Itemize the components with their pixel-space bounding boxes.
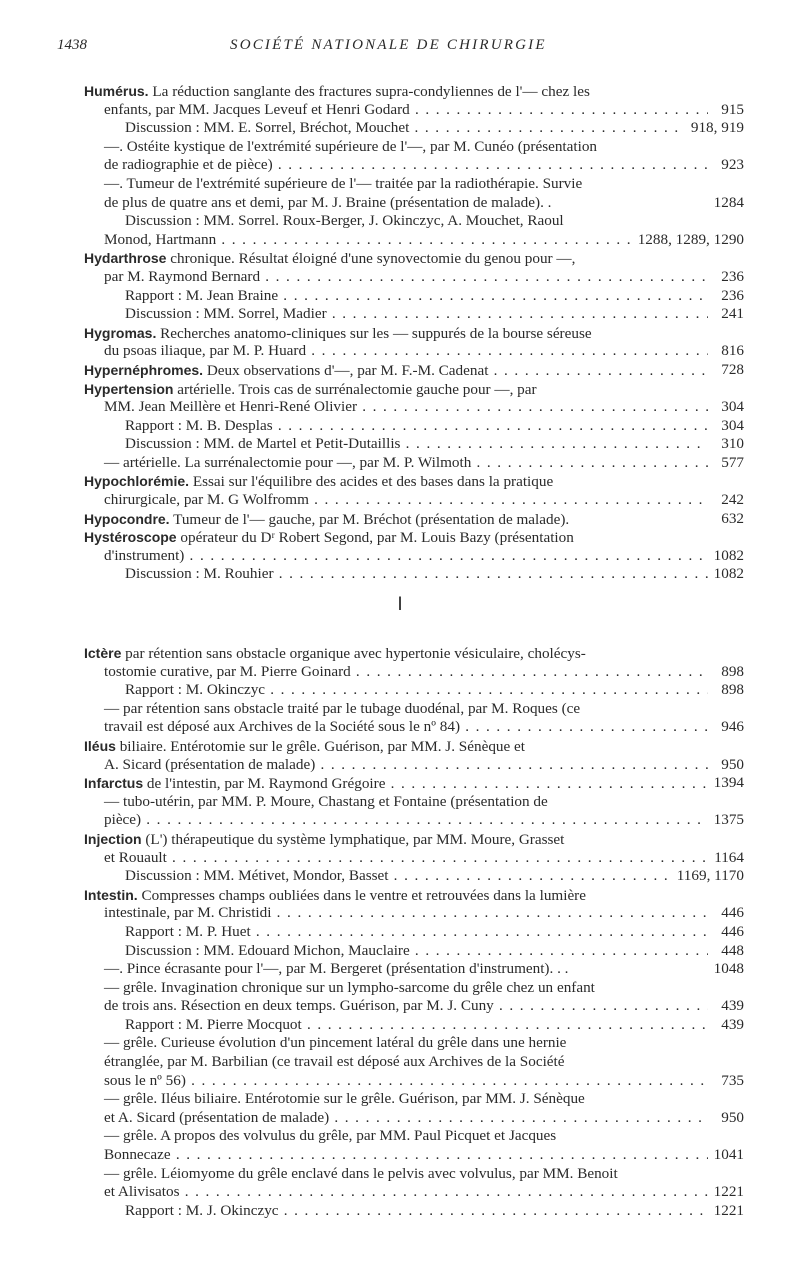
index-entry-line	[84, 756, 744, 775]
page-reference: 1169, 1170	[671, 867, 744, 886]
entry-keyword: Hypernéphromes.	[84, 361, 204, 378]
entry-text	[84, 362, 744, 379]
page-reference: 1284	[708, 194, 744, 213]
entry-text	[104, 547, 744, 564]
page-number: 1438	[57, 37, 87, 53]
index-entry-line	[84, 454, 744, 473]
entry-keyword: Hygromas.	[84, 324, 157, 341]
entry-text	[125, 1016, 744, 1033]
page-reference: 728	[708, 361, 744, 380]
index-entry-line	[84, 342, 744, 361]
entry-text	[104, 1146, 744, 1163]
entry-text	[125, 417, 744, 434]
entry-text	[104, 268, 744, 285]
entry-body: (L') thérapeutique du système lymphatique, par MM. Moure, Grasset	[141, 830, 565, 848]
entry-body: Rapport : M. P. Huet	[125, 922, 251, 940]
entry-keyword: Hystéroscope	[84, 529, 177, 546]
entry-text	[104, 156, 744, 173]
index-entry-line	[84, 380, 744, 399]
entry-body: chronique. Résultat éloigné d'une synovectomie du genou pour —,	[166, 250, 576, 268]
entry-body: Rapport : M. Pierre Mocquot	[125, 1015, 302, 1033]
entry-text	[104, 979, 595, 996]
index-entry-line	[84, 830, 744, 849]
entry-text	[84, 645, 586, 662]
entry-text	[104, 194, 551, 211]
index-entry-line	[84, 138, 744, 157]
entry-text	[104, 398, 744, 415]
entry-text	[125, 212, 564, 229]
index-entry-line	[84, 565, 744, 584]
entry-body: Rapport : M. B. Desplas	[125, 416, 273, 434]
entry-body: Monod, Hartmann	[104, 230, 217, 248]
entry-body: —. Pince écrasante pour l'—, par M. Bergeret (présentation d'instrument). . .	[104, 960, 569, 978]
page-reference: 242	[708, 491, 744, 510]
entry-body: et A. Sicard (présentation de malade)	[104, 1108, 330, 1126]
index-entry-line	[84, 324, 744, 343]
page-reference: 304	[708, 398, 744, 417]
entry-text	[125, 942, 744, 959]
index-entry-line	[84, 231, 744, 250]
index-entry-line	[84, 101, 744, 120]
index-entry-line	[84, 1072, 744, 1091]
entry-body: et Alivisatos	[104, 1183, 180, 1201]
index-entry-line	[84, 1202, 744, 1221]
entry-text	[84, 775, 744, 792]
page-reference: 1082	[708, 547, 744, 566]
page-reference: 241	[708, 305, 744, 324]
index-entry-line	[84, 793, 744, 812]
entry-text	[104, 849, 744, 866]
entry-body: Discussion : MM. Sorrel. Roux-Berger, J. Okinczyc, A. Mouchet, Raoul	[125, 212, 564, 230]
entry-text	[125, 867, 744, 884]
page-reference: 632	[708, 510, 744, 529]
entry-text	[104, 1183, 744, 1200]
index-entry-line	[84, 942, 744, 961]
entry-text	[104, 454, 744, 471]
entry-body: et Rouault	[104, 848, 167, 866]
entry-body: — grêle. Iléus biliaire. Entérotomie sur le grêle. Guérison, par MM. J. Sénèque	[104, 1090, 585, 1108]
index-entry-line	[84, 1034, 744, 1053]
entry-text	[84, 831, 564, 848]
index-entry-line	[84, 700, 744, 719]
entry-body: A. Sicard (présentation de malade)	[104, 755, 316, 773]
index-entry-line	[84, 849, 744, 868]
entry-body: — artérielle. La surrénalectomie pour —, par M. P. Wilmoth	[104, 453, 472, 471]
page-header	[0, 36, 800, 58]
entry-body: sous le nº 56)	[104, 1071, 186, 1089]
index-entry-line	[84, 663, 744, 682]
index-entry-line	[84, 1053, 744, 1072]
index-entry-line	[84, 886, 744, 905]
entry-body: Discussion : MM. de Martel et Petit-Dutaillis	[125, 435, 401, 453]
index-entry-line	[84, 1109, 744, 1128]
entry-text	[84, 473, 553, 490]
entry-body: travail est déposé aux Archives de la Société sous le nº 84)	[104, 718, 461, 736]
entry-text	[104, 1127, 556, 1144]
entry-body: biliaire. Entérotomie sur le grêle. Guérison, par MM. J. Sénèque et	[115, 737, 526, 755]
entry-text	[104, 1090, 585, 1107]
entry-body: —. Ostéite kystique de l'extrémité supérieure de l'—, par M. Cunéo (présentation	[104, 137, 598, 155]
page-reference: 915	[708, 101, 744, 120]
entry-keyword: Injection	[84, 830, 142, 847]
entry-text	[125, 119, 744, 136]
entry-body: — par rétention sans obstacle traité par le tubage duodénal, par M. Roques (ce	[104, 699, 581, 717]
index-entry-line	[84, 1090, 744, 1109]
section-letter: I	[397, 594, 403, 615]
page-reference: 439	[708, 1016, 744, 1035]
index-entry-line	[84, 718, 744, 737]
entry-text	[84, 511, 569, 528]
entry-body: intestinale, par M. Christidi	[104, 904, 272, 922]
entry-body: Rapport : M. J. Okinczyc	[125, 1201, 279, 1219]
page-reference: 236	[708, 268, 744, 287]
entry-body: de radiographie et de pièce)	[104, 156, 273, 174]
entry-keyword: Ictère	[84, 645, 122, 661]
entry-body: étranglée, par M. Barbilian (ce travail est déposé aux Archives de la Société	[104, 1053, 565, 1071]
entry-body: par M. Raymond Bernard	[104, 267, 261, 285]
page-reference: 816	[708, 342, 744, 361]
index-entry-line	[84, 175, 744, 194]
index-entry-line	[84, 417, 744, 436]
entry-keyword: Hypertension	[84, 380, 174, 397]
index-entry-line	[84, 867, 744, 886]
entry-text	[104, 663, 744, 680]
entry-text	[104, 960, 568, 977]
running-title: SOCIÉTÉ NATIONALE DE CHIRURGIE	[230, 37, 547, 53]
page-reference: 898	[708, 681, 744, 700]
index-entry-line	[84, 268, 744, 287]
entry-body: — grêle. A propos des volvulus du grêle, par MM. Paul Picquet et Jacques	[104, 1127, 557, 1145]
entry-body: de plus de quatre ans et demi, par M. J. Braine (présentation de malade). .	[104, 193, 552, 211]
index-entry-line	[84, 1165, 744, 1184]
entry-body: — grêle. Léiomyome du grêle enclavé dans le pelvis avec volvulus, par MM. Benoit	[104, 1164, 618, 1182]
index-entry-line	[84, 1146, 744, 1165]
index-section-h	[84, 82, 744, 584]
entry-body: par rétention sans obstacle organique avec hypertonie vésiculaire, cholécys-	[121, 645, 586, 662]
index-entry-line	[84, 305, 744, 324]
index-section-i	[84, 644, 744, 1220]
entry-body: Deux observations d'—, par M. F.-M. Cadenat	[203, 361, 489, 379]
entry-body: MM. Jean Meillère et Henri-René Olivier	[104, 398, 358, 416]
entry-body: — tubo-utérin, par MM. P. Moure, Chastang et Fontaine (présentation de	[104, 792, 548, 810]
index-entry-line	[84, 904, 744, 923]
entry-body: Discussion : MM. Edouard Michon, Mauclaire	[125, 941, 410, 959]
entry-text	[104, 811, 744, 828]
index-entry-line	[84, 960, 744, 979]
entry-text	[84, 381, 537, 398]
index-entry-line	[84, 156, 744, 175]
entry-body: de l'intestin, par M. Raymond Grégoire	[143, 775, 386, 793]
entry-text	[84, 887, 586, 904]
entry-keyword: Iléus	[84, 737, 116, 754]
index-entry-line	[84, 119, 744, 138]
page-reference: 304	[708, 417, 744, 436]
entry-body: d'instrument)	[104, 546, 185, 564]
entry-text	[84, 325, 592, 342]
index-entry-line	[84, 472, 744, 491]
page-reference: 577	[708, 454, 744, 473]
page-reference: 1041	[708, 1146, 744, 1165]
index-entry-line	[84, 681, 744, 700]
entry-text	[104, 718, 744, 735]
entry-text	[104, 175, 582, 192]
entry-text	[84, 738, 525, 755]
entry-body: tostomie curative, par M. Pierre Goinard	[104, 662, 351, 680]
entry-text	[104, 904, 744, 921]
page-reference: 310	[708, 435, 744, 454]
entry-body: Discussion : M. Rouhier	[125, 565, 274, 583]
index-entry-line	[84, 287, 744, 306]
entry-text	[104, 1034, 566, 1051]
entry-text	[104, 138, 597, 155]
entry-text	[104, 997, 744, 1014]
page-reference: 446	[708, 923, 744, 942]
entry-keyword: Hydarthrose	[84, 250, 167, 267]
entry-body: Recherches anatomo-cliniques sur les — suppurés de la bourse séreuse	[156, 324, 592, 342]
entry-keyword: Humérus.	[84, 83, 149, 99]
page-reference: 1375	[708, 811, 744, 830]
index-entry-line	[84, 547, 744, 566]
entry-text	[125, 287, 744, 304]
page-reference: 735	[708, 1072, 744, 1091]
entry-body: chirurgicale, par M. G Wolfromm	[104, 491, 309, 509]
index-entry-line	[84, 82, 744, 101]
page-reference: 236	[708, 287, 744, 306]
entry-body: Tumeur de l'— gauche, par M. Bréchot (présentation de malade).	[169, 510, 570, 528]
page-reference: 1221	[708, 1183, 744, 1202]
index-entry-line	[84, 979, 744, 998]
entry-body: pièce)	[104, 811, 142, 829]
entry-keyword: Infarctus	[84, 775, 144, 792]
index-entry-line	[84, 811, 744, 830]
entry-body: Essai sur l'équilibre des acides et des bases dans la pratique	[189, 473, 554, 491]
index-entry-line	[84, 361, 744, 380]
index-entry-line	[84, 923, 744, 942]
entry-body: Discussion : MM. Sorrel, Madier	[125, 305, 327, 323]
entry-text	[125, 305, 744, 322]
entry-body: enfants, par MM. Jacques Leveuf et Henri Godard	[104, 100, 410, 118]
index-entry-line	[84, 644, 744, 663]
entry-body: Discussion : MM. E. Sorrel, Bréchot, Mouchet	[125, 119, 410, 137]
entry-text	[104, 1053, 565, 1070]
page-reference: 446	[708, 904, 744, 923]
entry-body: La réduction sanglante des fractures supra-condyliennes de l'— chez les	[148, 83, 590, 100]
page-reference: 946	[708, 718, 744, 737]
entry-body: opérateur du Dʳ Robert Segond, par M. Louis Bazy (présentation	[176, 529, 574, 547]
entry-keyword: Hypochlorémie.	[84, 473, 190, 490]
entry-text	[125, 923, 744, 940]
entry-body: —. Tumeur de l'extrémité supérieure de l'— traitée par la radiothérapie. Survie	[104, 174, 583, 192]
index-entry-line	[84, 194, 744, 213]
entry-body: de trois ans. Résection en deux temps. Guérison, par M. J. Cuny	[104, 997, 494, 1015]
entry-text	[104, 1165, 618, 1182]
entry-body: — grêle. Curieuse évolution d'un pincement latéral du grêle dans une hernie	[104, 1034, 567, 1052]
index-entry-line	[84, 249, 744, 268]
page-reference: 439	[708, 997, 744, 1016]
entry-text	[104, 101, 744, 118]
page-reference: 923	[708, 156, 744, 175]
index-entry-line	[84, 1016, 744, 1035]
page-reference: 1048	[708, 960, 744, 979]
entry-text	[125, 681, 744, 698]
page-reference: 1082	[708, 565, 744, 584]
index-entry-line	[84, 1127, 744, 1146]
entry-body: Compresses champs oubliées dans le ventre et retrouvées dans la lumière	[137, 886, 586, 904]
page-reference: 448	[708, 942, 744, 961]
entry-text	[84, 529, 574, 546]
index-entry-line	[84, 510, 744, 529]
entry-body: artérielle. Trois cas de surrénalectomie gauche pour —, par	[173, 380, 537, 398]
index-entry-line	[84, 737, 744, 756]
entry-text	[84, 83, 590, 100]
entry-text	[104, 1072, 744, 1089]
entry-text	[104, 756, 744, 773]
index-entry-line	[84, 1183, 744, 1202]
index-entry-line	[84, 528, 744, 547]
entry-text	[104, 793, 548, 810]
index-entry-line	[84, 774, 744, 793]
entry-body: Discussion : MM. Métivet, Mondor, Basset	[125, 867, 389, 885]
page-reference: 918, 919	[685, 119, 744, 138]
entry-text	[125, 565, 744, 582]
entry-text	[104, 342, 744, 359]
index-entry-line	[84, 491, 744, 510]
entry-body: — grêle. Invagination chronique sur un lympho-sarcome du grêle chez un enfant	[104, 978, 595, 996]
entry-keyword: Hypocondre.	[84, 510, 170, 527]
page-reference: 1164	[708, 849, 744, 868]
entry-text	[84, 250, 575, 267]
entry-text	[125, 1202, 744, 1219]
entry-text	[104, 700, 580, 717]
entry-text	[104, 1109, 744, 1126]
index-entry-line	[84, 212, 744, 231]
entry-body: Bonnecaze	[104, 1146, 171, 1164]
page-reference: 898	[708, 663, 744, 682]
index-entry-line	[84, 398, 744, 417]
entry-body: Rapport : M. Okinczyc	[125, 681, 266, 699]
entry-text	[125, 435, 744, 452]
entry-body: du psoas iliaque, par M. P. Huard	[104, 342, 307, 360]
page-reference: 1394	[708, 774, 744, 793]
page-reference: 1288, 1289, 1290	[632, 231, 744, 250]
page-reference: 950	[708, 1109, 744, 1128]
page-reference: 1221	[708, 1202, 744, 1221]
page-reference: 950	[708, 756, 744, 775]
index-entry-line	[84, 435, 744, 454]
entry-body: Rapport : M. Jean Braine	[125, 286, 279, 304]
index-entry-line	[84, 997, 744, 1016]
entry-text	[104, 491, 744, 508]
entry-keyword: Intestin.	[84, 886, 138, 903]
